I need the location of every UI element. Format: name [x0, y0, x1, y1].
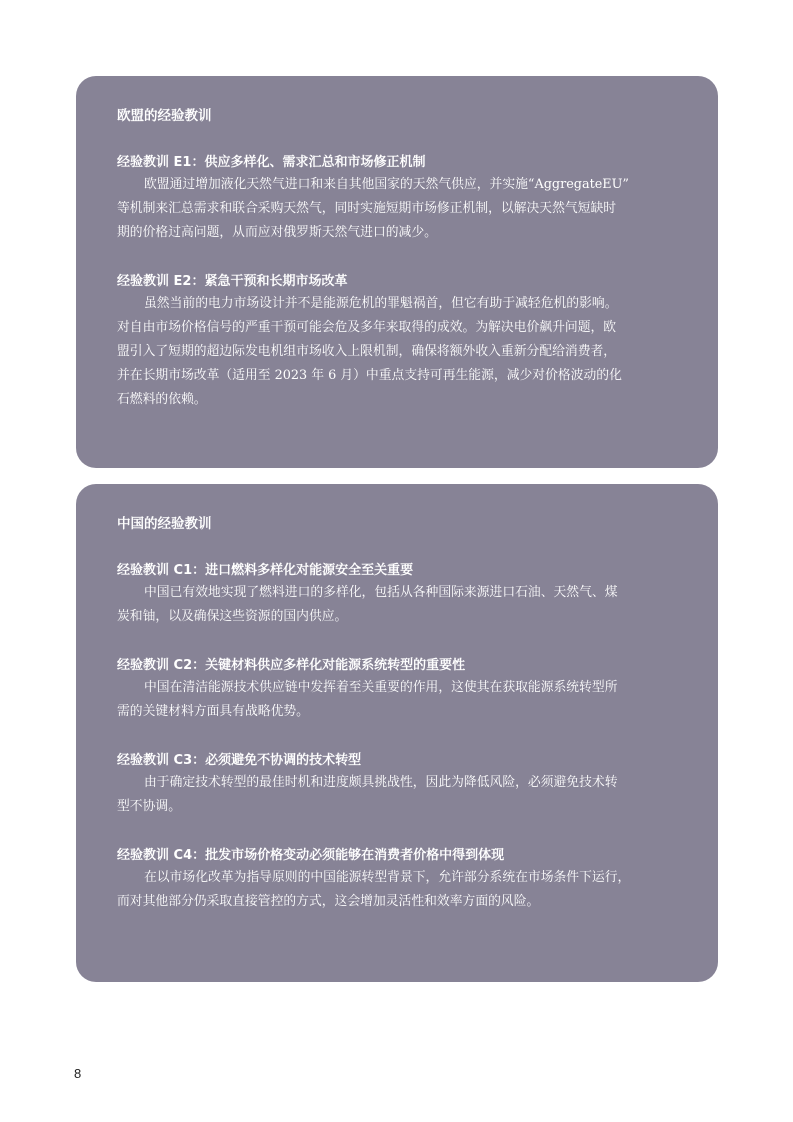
lesson-heading: 经验教训 C1：进口燃料多样化对能源安全至关重要	[117, 563, 414, 578]
page-number: 8	[74, 1066, 82, 1081]
text-line: 对自由市场价格信号的严重干预可能会危及多年来取得的成效。为解决电价飙升问题，欧	[117, 320, 617, 335]
text-line: 中国已有效地实现了燃料进口的多样化，包括从各种国际来源进口石油、天然气、煤	[144, 585, 618, 600]
lesson-heading: 经验教训 C2：关键材料供应多样化对能源系统转型的重要性	[117, 658, 466, 673]
text-line: 而对其他部分仍采取直接管控的方式，这会增加灵活性和效率方面的风险。	[117, 894, 540, 909]
text-line: 在以市场化改革为指导原则的中国能源转型背景下，允许部分系统在市场条件下运行，	[144, 870, 631, 885]
lesson-c4	[117, 846, 718, 914]
box-title: 欧盟的经验教训	[117, 108, 212, 124]
text-line: 欧盟通过增加液化天然气进口和来自其他国家的天然气供应，并实施“AggregateEU”	[144, 177, 629, 192]
text-line: 盟引入了短期的超边际发电机组市场收入上限机制，确保将额外收入重新分配给消费者，	[117, 344, 617, 359]
lesson-body	[117, 581, 718, 629]
text-line: 等机制来汇总需求和联合采购天然气，同时实施短期市场修正机制，以解决天然气短缺时	[117, 201, 617, 216]
lesson-body	[117, 292, 718, 412]
lesson-c2	[117, 656, 718, 724]
lesson-e1	[117, 153, 718, 245]
text-line: 型不协调。	[117, 799, 181, 814]
box-title: 中国的经验教训	[117, 516, 212, 532]
lesson-heading: 经验教训 E1：供应多样化、需求汇总和市场修正机制	[117, 155, 426, 170]
lesson-body	[117, 771, 718, 819]
china-lessons-box	[76, 484, 718, 982]
text-line: 虽然当前的电力市场设计并不是能源危机的罪魁祸首，但它有助于减轻危机的影响。	[144, 296, 618, 311]
text-line: 由于确定技术转型的最佳时机和进度颇具挑战性，因此为降低风险，必须避免技术转	[144, 775, 618, 790]
lesson-c1	[117, 561, 718, 629]
text-line: 石燃料的依赖。	[117, 392, 207, 407]
lesson-body	[117, 866, 718, 914]
lesson-e2	[117, 272, 718, 412]
text-line: 期的价格过高问题，从而应对俄罗斯天然气进口的减少。	[117, 225, 437, 240]
text-line: 并在长期市场改革（适用至 2023 年 6 月）中重点支持可再生能源，减少对价格波动的化	[117, 368, 622, 383]
text-line: 炭和铀，以及确保这些资源的国内供应。	[117, 609, 348, 624]
lesson-heading: 经验教训 E2：紧急干预和长期市场改革	[117, 274, 348, 289]
text-line: 中国在清洁能源技术供应链中发挥着至关重要的作用，这使其在获取能源系统转型所	[144, 680, 618, 695]
lesson-c3	[117, 751, 718, 819]
eu-lessons-box	[76, 76, 718, 468]
text-line: 需的关键材料方面具有战略优势。	[117, 704, 309, 719]
lesson-body	[117, 676, 718, 724]
lesson-body	[117, 173, 718, 245]
lesson-heading: 经验教训 C4：批发市场价格变动必须能够在消费者价格中得到体现	[117, 848, 505, 863]
lesson-heading: 经验教训 C3：必须避免不协调的技术转型	[117, 753, 362, 768]
